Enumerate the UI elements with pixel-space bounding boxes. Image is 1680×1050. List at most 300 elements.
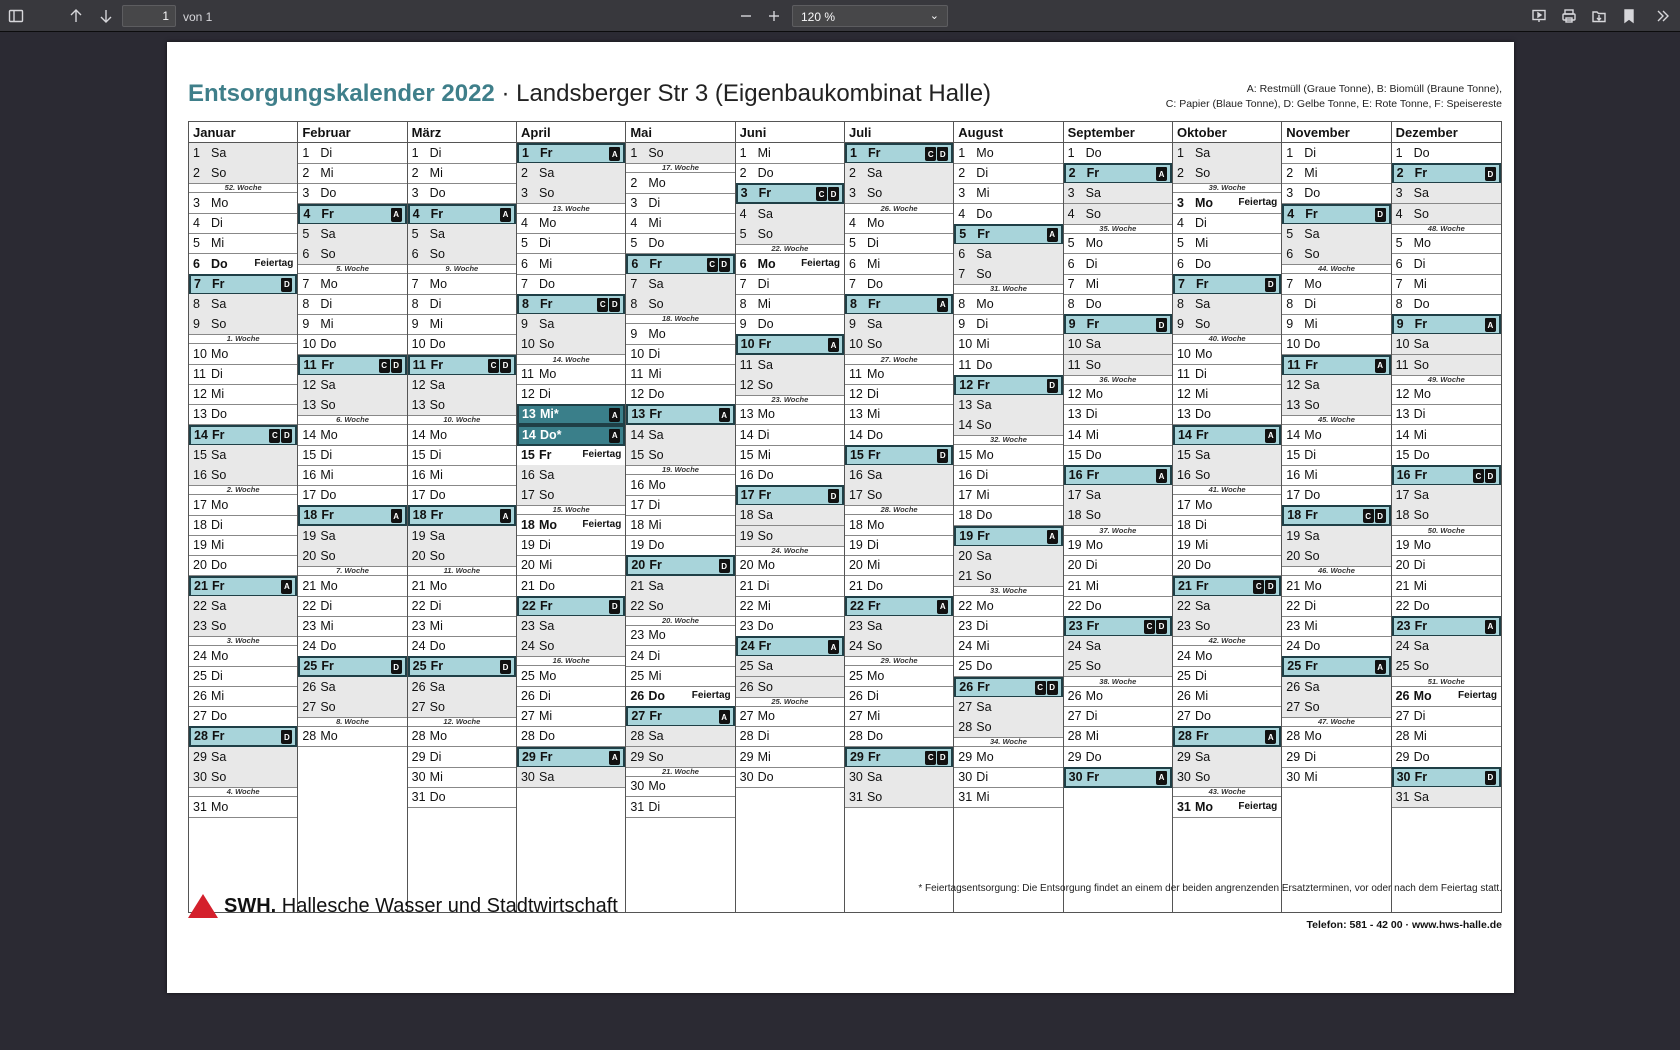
day-number: 1	[739, 146, 747, 160]
day-number: 14	[521, 427, 536, 442]
calendar-day	[517, 596, 625, 617]
day-number: 19	[1395, 538, 1410, 553]
weekday-label: Mi	[1304, 618, 1318, 633]
weekday-label: Di	[976, 317, 989, 332]
weekday-label: Mo	[1304, 729, 1322, 744]
day-number: 16	[739, 468, 754, 482]
zoom-out-icon[interactable]	[734, 4, 758, 28]
day-number: 12	[739, 377, 754, 392]
day-number: 17	[630, 497, 645, 512]
day-number: 22	[849, 598, 864, 613]
trash-bin-icon: A	[719, 408, 730, 422]
weekday-label: Fr	[212, 729, 225, 744]
bin-icons	[719, 559, 730, 573]
day-number: 2	[1396, 166, 1404, 181]
weekday-label: Do	[538, 276, 555, 291]
day-number: 18	[958, 508, 973, 523]
calendar-day	[408, 244, 516, 265]
day-number: 23	[302, 618, 317, 633]
calendar-day	[517, 384, 625, 405]
save-icon[interactable]	[1587, 4, 1611, 28]
weekday-label: Fr	[1414, 468, 1428, 482]
calendar-day	[408, 445, 516, 466]
weekday-label: Mi	[1085, 578, 1099, 593]
calendar-day	[845, 465, 953, 486]
day-number: 18	[739, 508, 754, 523]
trash-bin-icon: A	[609, 751, 620, 765]
day-number: 30	[411, 769, 426, 784]
calendar-day	[845, 233, 953, 254]
day-number: 6	[193, 256, 200, 271]
day-number: 11	[958, 357, 972, 372]
day-number: 10	[520, 337, 535, 352]
logo-company: Hallesche Wasser und Stadtwirtschaft	[281, 894, 618, 917]
day-number: 6	[739, 256, 747, 271]
trash-bin-icon: C	[597, 298, 608, 312]
day-number: 14	[1067, 427, 1082, 442]
weekday-label: Di	[1085, 256, 1098, 271]
weekday-label: Sa	[538, 769, 555, 784]
trash-bin-icon: C	[1253, 580, 1264, 594]
weekday-label: Mo	[757, 558, 776, 573]
calendar-day	[845, 616, 953, 637]
calendar-day	[189, 666, 297, 687]
week-separator: 35. Woche	[1064, 224, 1172, 234]
trash-bin-icon: C	[707, 258, 718, 272]
day-number: 21	[1177, 578, 1192, 593]
calendar-day	[845, 596, 953, 617]
day-number: 23	[520, 618, 535, 633]
calendar-day	[1392, 616, 1501, 637]
calendar-day	[954, 204, 1062, 225]
weekday-label: Fr	[321, 508, 334, 523]
calendar-day	[1392, 314, 1501, 335]
day-number: 24	[1395, 639, 1410, 654]
day-number: 10	[1286, 337, 1301, 352]
calendar-day	[954, 375, 1062, 396]
day-number: 10	[740, 337, 755, 352]
calendar-day	[1282, 576, 1390, 597]
trash-bin-icon: A	[281, 580, 292, 594]
day-number: 6	[1067, 256, 1075, 271]
month-column	[1173, 122, 1282, 912]
calendar-day	[845, 163, 953, 184]
day-number: 26	[1067, 689, 1082, 703]
more-tools-icon[interactable]	[1651, 4, 1675, 28]
bookmark-icon[interactable]	[1617, 4, 1641, 28]
day-number: 18	[848, 517, 863, 532]
weekday-label: Do	[429, 639, 446, 654]
day-number: 8	[411, 296, 419, 311]
day-number: 19	[411, 528, 426, 543]
day-number: 23	[848, 618, 863, 633]
weekday-label: Di	[1413, 558, 1426, 573]
calendar-day	[189, 143, 297, 164]
day-number: 21	[739, 578, 754, 593]
day-number: 14	[1177, 427, 1192, 442]
trash-bin-icon: A	[391, 509, 402, 523]
day-number: 13	[631, 407, 646, 422]
calendar-day	[1064, 686, 1172, 707]
weekday-label: So	[976, 418, 992, 433]
trash-bin-icon: D	[1485, 469, 1496, 483]
weekday-label: Do	[648, 689, 665, 703]
day-number: 9	[739, 317, 747, 332]
weekday-label: Sa	[211, 296, 227, 311]
trash-bin-icon: A	[391, 208, 402, 222]
page-number-input[interactable]	[122, 5, 176, 27]
calendar-day	[1392, 384, 1501, 405]
calendar-day	[954, 355, 1062, 376]
week-separator: 46. Woche	[1282, 566, 1390, 576]
calendar-day	[1282, 726, 1390, 747]
day-number: 11	[630, 367, 644, 381]
day-number: 11	[1067, 357, 1081, 372]
day-number: 20	[631, 558, 646, 573]
calendar-day	[626, 747, 734, 768]
day-number: 2	[1176, 166, 1184, 181]
day-number: 13	[1286, 397, 1301, 412]
calendar-day	[626, 706, 734, 727]
day-number: 25	[193, 668, 207, 683]
calendar-day	[1064, 384, 1172, 405]
weekday-label: Mo	[1304, 427, 1322, 442]
week-separator: 33. Woche	[954, 586, 1062, 596]
weekday-label: Fr	[1086, 468, 1100, 482]
day-number: 3	[740, 186, 748, 201]
calendar-day	[1282, 294, 1390, 315]
weekday-label: Di	[866, 387, 879, 402]
trash-bin-icon: D	[1485, 167, 1496, 181]
bin-icons	[1375, 359, 1386, 373]
bin-icons	[609, 408, 620, 422]
day-number: 2	[958, 166, 966, 181]
day-number: 13	[302, 397, 317, 412]
print-icon[interactable]	[1557, 4, 1581, 28]
weekday-label: Di	[320, 296, 333, 311]
calendar-day	[626, 274, 734, 295]
day-number: 7	[739, 276, 747, 291]
day-number: 7	[1177, 276, 1185, 291]
weekday-label: Di	[866, 236, 879, 251]
day-number: 26	[1176, 689, 1191, 703]
weekday-label: Sa	[976, 699, 992, 714]
day-number: 11	[1287, 357, 1301, 372]
weekday-label: Mi	[757, 296, 771, 311]
bin-icons	[828, 489, 839, 503]
calendar-day	[408, 526, 516, 547]
weekday-label: Mi	[1085, 276, 1099, 291]
weekday-label: Mo	[211, 648, 229, 663]
calendar-day	[1392, 706, 1501, 727]
weekday-label: Fr	[867, 296, 881, 311]
calendar-day	[954, 677, 1062, 698]
weekday-label: Do	[320, 488, 337, 503]
calendar-day	[517, 425, 625, 446]
day-number: 11	[1176, 367, 1190, 381]
month-header: April	[517, 122, 625, 143]
day-number: 27	[958, 699, 973, 714]
bin-legend	[1166, 82, 1502, 112]
weekday-label: So	[1413, 508, 1429, 523]
calendar-day	[626, 686, 734, 707]
weekday-label: Mi	[866, 558, 881, 573]
next-page-icon[interactable]	[94, 4, 118, 28]
weekday-label: Mi	[211, 236, 225, 251]
day-number: 31	[630, 799, 645, 814]
bin-icons	[1375, 660, 1386, 674]
day-number: 16	[630, 477, 645, 492]
day-number: 25	[1287, 659, 1302, 674]
previous-page-icon[interactable]	[64, 4, 88, 28]
weekday-label: Sa	[648, 578, 664, 593]
day-number: 24	[193, 648, 207, 663]
title-location: Landsberger Str 3 (Eigenbaukombinat Halle)	[516, 80, 992, 107]
day-number: 17	[1067, 488, 1082, 503]
weekday-label: Mi	[976, 790, 990, 804]
day-number: 21	[302, 578, 317, 593]
calendar-day	[626, 425, 734, 446]
calendar-day	[1064, 233, 1172, 254]
zoom-select[interactable]	[792, 5, 948, 27]
calendar-day	[845, 274, 953, 295]
weekday-label: So	[648, 447, 664, 462]
month-column	[845, 122, 954, 912]
day-number: 10	[848, 337, 863, 352]
day-number: 25	[958, 659, 973, 674]
weekday-label: Mo	[538, 668, 557, 683]
weekday-label: So	[211, 618, 227, 633]
trash-bin-icon: D	[500, 660, 511, 674]
day-number: 10	[630, 346, 645, 361]
month-header: Mai	[626, 122, 734, 143]
weekday-label: Sa	[538, 317, 555, 332]
weekday-label: Do	[648, 387, 665, 402]
weekday-label: So	[211, 166, 227, 181]
weekday-label: Mo	[1413, 538, 1431, 553]
weekday-label: Mo	[1085, 538, 1103, 553]
month-header: Juli	[845, 122, 953, 143]
day-number: 20	[1395, 558, 1410, 573]
trash-bin-icon: C	[379, 359, 390, 373]
weekday-label: Mi	[1304, 468, 1318, 482]
weekday-label: Mi	[976, 186, 990, 201]
day-number: 22	[1286, 598, 1301, 613]
weekday-label: Sa	[538, 468, 555, 482]
day-number: 2	[520, 166, 528, 181]
calendar-day	[845, 364, 953, 385]
day-number: 18	[303, 508, 318, 523]
day-number: 27	[1067, 709, 1082, 724]
weekday-label: Mo	[320, 276, 338, 291]
weekday-label: So	[976, 267, 992, 282]
weekday-label: Fr	[867, 447, 881, 462]
calendar-day	[1173, 233, 1281, 254]
pdf-toolbar	[0, 0, 1680, 32]
weekday-label: Sa	[1304, 226, 1320, 241]
day-number: 23	[1068, 618, 1083, 633]
weekday-label: Fr	[1305, 508, 1318, 523]
week-separator: 5. Woche	[298, 264, 406, 274]
calendar-day	[408, 747, 516, 768]
trash-bin-icon: D	[500, 359, 511, 373]
trash-bin-icon: A	[500, 509, 511, 523]
day-number: 9	[958, 317, 966, 332]
day-number: 19	[193, 538, 207, 553]
holiday-footnote: * Feiertagsentsorgung: Die Entsorgung findet an einem der beiden angrenzenden Ersatzterminen, vor oder nach dem Feiertag statt.	[918, 883, 1502, 894]
presentation-mode-icon[interactable]	[1527, 4, 1551, 28]
weekday-label: Sa	[1304, 377, 1320, 392]
calendar-day	[1173, 384, 1281, 405]
weekday-label: So	[1413, 357, 1429, 372]
bin-icons	[391, 208, 402, 222]
day-number: 13	[958, 397, 973, 412]
calendar-day	[408, 163, 516, 184]
calendar-day	[626, 173, 734, 194]
bin-icons	[609, 600, 620, 614]
weekday-label: Mi	[1085, 729, 1099, 744]
calendar-day	[1064, 274, 1172, 295]
weekday-label: Sa	[1413, 186, 1429, 201]
day-number: 12	[959, 377, 974, 392]
week-separator: 7. Woche	[298, 566, 406, 576]
calendar-day	[1282, 395, 1390, 416]
calendar-day	[189, 364, 297, 385]
weekday-label: Di	[320, 447, 333, 462]
calendar-day	[408, 334, 516, 355]
calendar-day	[1064, 576, 1172, 597]
day-number: 29	[1395, 749, 1410, 764]
weekday-label: Mi	[320, 468, 334, 482]
calendar-day	[189, 726, 297, 747]
weekday-label: Sa	[757, 508, 773, 523]
week-separator: 2. Woche	[189, 485, 297, 495]
calendar-day	[189, 555, 297, 576]
day-number: 3	[1395, 186, 1403, 201]
weekday-label: Do	[976, 206, 993, 221]
weekday-label: Fr	[212, 276, 225, 291]
holiday-label: Feiertag	[1238, 800, 1278, 812]
weekday-label: Fr	[758, 639, 772, 654]
weekday-label: So	[211, 468, 227, 482]
month-column	[954, 122, 1063, 912]
weekday-label: Di	[757, 427, 770, 442]
calendar-day	[408, 636, 516, 657]
day-number: 3	[302, 186, 310, 201]
weekday-label: Mi	[1194, 538, 1209, 553]
calendar-day	[298, 183, 406, 204]
day-number: 20	[1067, 558, 1082, 573]
day-number: 17	[520, 488, 535, 503]
calendar-day	[189, 425, 297, 446]
day-number: 17	[193, 497, 207, 512]
day-number: 19	[630, 538, 645, 553]
calendar-day	[517, 233, 625, 254]
weekday-label: So	[1194, 618, 1211, 633]
day-number: 4	[303, 206, 311, 221]
weekday-label: Do	[429, 337, 446, 352]
calendar-day	[954, 747, 1062, 768]
calendar-day	[1392, 334, 1501, 355]
bin-icons	[1035, 681, 1058, 695]
day-number: 5	[1395, 236, 1403, 251]
day-number: 18	[412, 508, 427, 523]
weekday-label: Fr	[758, 337, 772, 352]
calendar-day	[845, 767, 953, 788]
weekday-label: Mo	[211, 799, 229, 814]
trash-bin-icon: D	[281, 730, 292, 744]
weekday-label: Di	[1194, 668, 1207, 683]
weekday-label: Fr	[649, 407, 662, 422]
trash-bin-icon: D	[1375, 208, 1386, 222]
calendar-day	[845, 787, 953, 808]
day-number: 5	[630, 236, 638, 251]
trash-bin-icon: D	[1265, 278, 1276, 292]
weekday-label: Mi	[1304, 317, 1318, 332]
weekday-label: Mi	[648, 367, 662, 381]
calendar-day	[1064, 183, 1172, 204]
day-number: 7	[1067, 276, 1075, 291]
zoom-in-icon[interactable]	[762, 4, 786, 28]
weekday-label: Fr	[1086, 166, 1100, 181]
day-number: 29	[193, 749, 207, 764]
weekday-label: So	[1304, 247, 1320, 261]
calendar-day	[1392, 505, 1501, 526]
weekday-label: So	[211, 317, 227, 332]
weekday-label: So	[757, 377, 773, 392]
weekday-label: Di	[757, 729, 770, 744]
weekday-label: Fr	[649, 256, 662, 271]
calendar-day	[408, 656, 516, 677]
calendar-day	[954, 616, 1062, 637]
calendar-day	[845, 294, 953, 315]
day-number: 13	[1395, 407, 1410, 422]
weekday-label: Mi	[320, 618, 334, 633]
day-number: 20	[958, 548, 973, 563]
day-number: 28	[520, 729, 535, 744]
week-separator: 51. Woche	[1392, 677, 1501, 687]
month-column	[736, 122, 845, 912]
calendar-day	[517, 706, 625, 727]
trash-bin-icon: A	[1375, 660, 1386, 674]
day-number: 9	[1286, 317, 1294, 332]
weekday-label: Fr	[1414, 166, 1428, 181]
weekday-label: Mo	[429, 578, 448, 593]
calendar-day	[1282, 596, 1390, 617]
day-number: 20	[411, 548, 426, 563]
calendar-day	[298, 445, 406, 466]
calendar-day	[954, 485, 1062, 506]
day-number: 31	[193, 799, 207, 814]
weekday-label: Do	[538, 729, 555, 744]
bin-icons	[925, 147, 948, 161]
calendar-day	[626, 193, 734, 214]
day-number: 7	[302, 276, 310, 291]
calendar-day	[954, 334, 1062, 355]
calendar-day	[626, 143, 734, 164]
weekday-label: So	[429, 247, 445, 261]
day-number: 22	[1176, 598, 1191, 613]
weekday-label: Mo	[538, 216, 557, 231]
month-column	[408, 122, 517, 912]
calendar-day	[1064, 616, 1172, 637]
calendar-day	[1392, 355, 1501, 376]
day-number: 29	[411, 749, 426, 764]
sidebar-toggle-icon[interactable]	[4, 4, 28, 28]
calendar-day	[626, 555, 734, 576]
day-number: 16	[193, 468, 207, 482]
day-number: 8	[1395, 296, 1403, 311]
